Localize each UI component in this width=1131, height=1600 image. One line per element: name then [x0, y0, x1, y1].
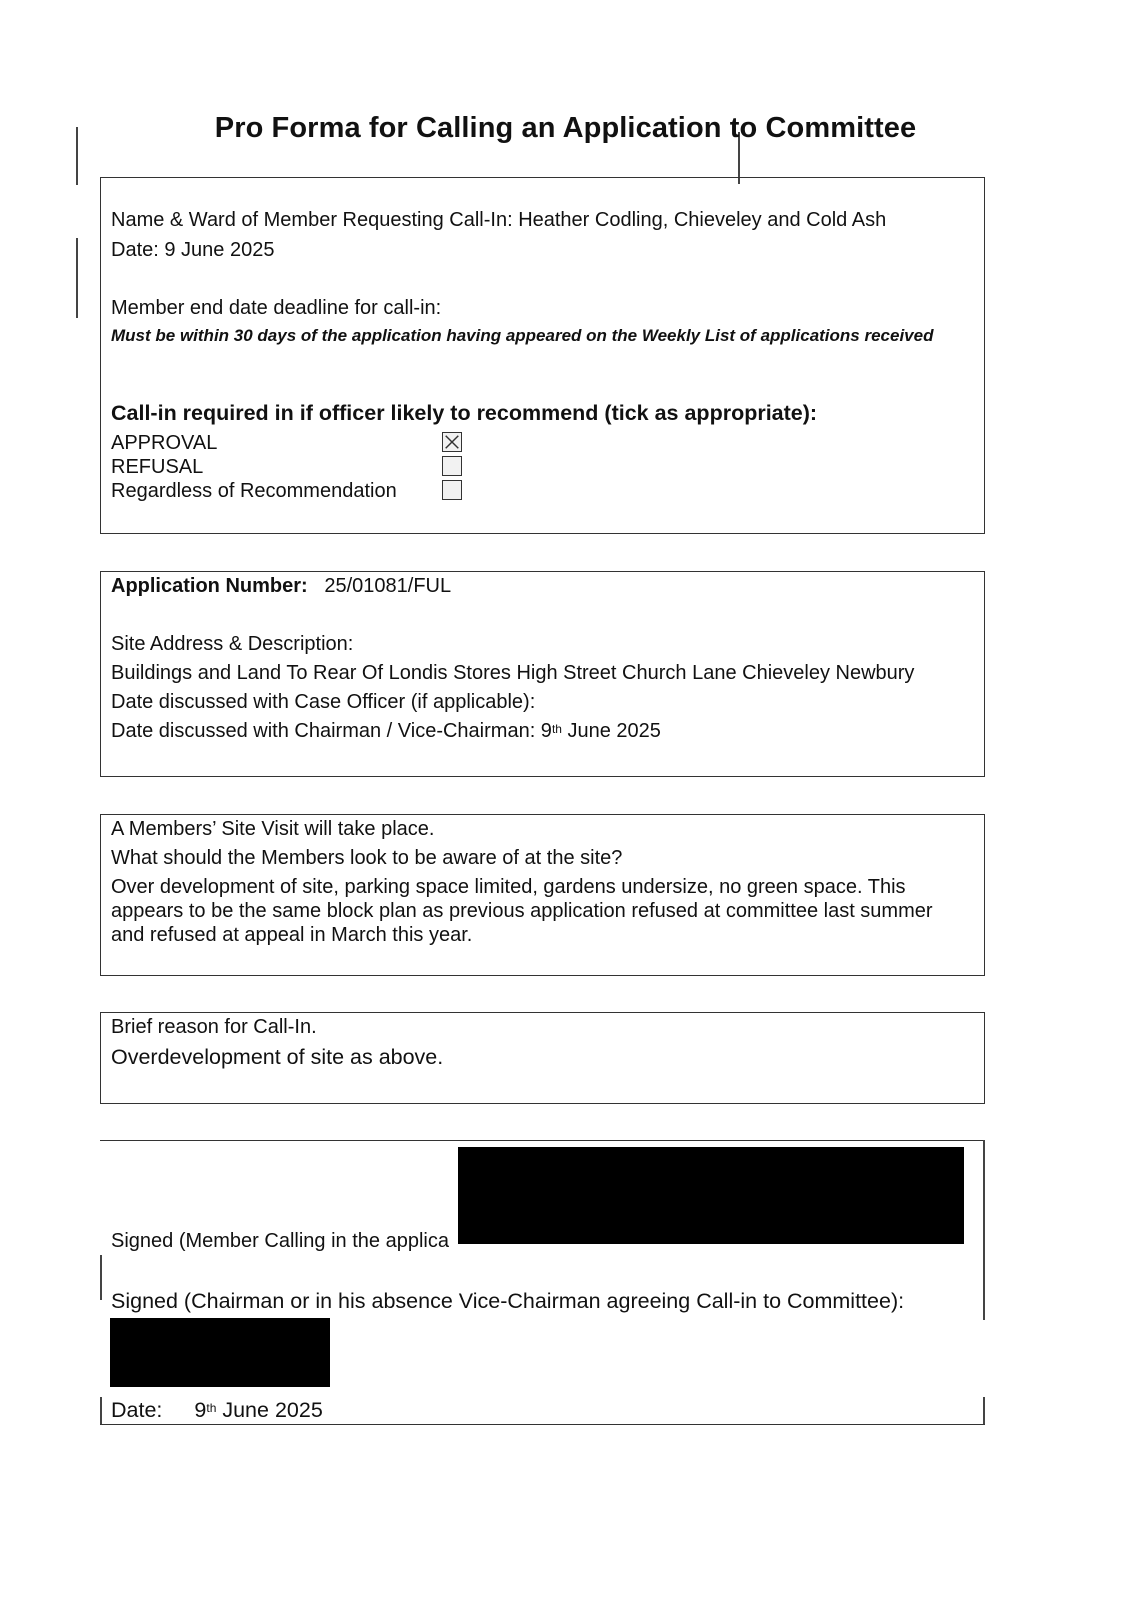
check-cross-icon	[443, 433, 461, 451]
site-address-value: Buildings and Land To Rear Of Londis Stores High Street Church Lane Chieveley Newbury	[111, 662, 915, 684]
reason-label: Brief reason for Call-In.	[111, 1016, 317, 1038]
site-visit-question: What should the Members look to be aware of at the site?	[111, 847, 623, 869]
refusal-checkbox[interactable]	[442, 456, 462, 476]
signature-left-rule	[100, 1255, 102, 1300]
application-number-row	[111, 574, 451, 598]
signature-right-rule	[983, 1140, 985, 1320]
deadline-label: Member end date deadline for call-in:	[111, 297, 442, 319]
redacted-chairman-signature	[110, 1318, 330, 1387]
signature-bottom-rule	[100, 1424, 985, 1425]
chairman-discussed-line	[111, 719, 661, 743]
regardless-checkbox[interactable]	[442, 480, 462, 500]
option-approval-label: APPROVAL	[111, 432, 218, 454]
callin-heading: Call-in required in if officer likely to recommend (tick as appropriate):	[111, 401, 818, 425]
reason-text: Overdevelopment of site as above.	[111, 1045, 444, 1069]
site-visit-answer: Over development of site, parking space limited, gardens undersize, no green space. This appears to be the same block plan as previous application refused at committee last summer and refused at appeal in March this year.	[111, 876, 933, 946]
redacted-member-signature	[458, 1147, 964, 1244]
signature-left-rule	[100, 1397, 102, 1425]
chairman-discussed-text: Date discussed with Chairman / Vice-Chairman: 9	[111, 720, 552, 742]
signature-date-rest: June 2025	[216, 1398, 323, 1422]
site-visit-statement: A Members’ Site Visit will take place.	[111, 818, 435, 840]
approval-checkbox[interactable]	[442, 432, 462, 452]
option-refusal-label: REFUSAL	[111, 456, 204, 478]
chairman-discussed-month: June 2025	[561, 720, 661, 742]
margin-mark	[76, 238, 78, 318]
member-ward-line: Name & Ward of Member Requesting Call-In: Heather Codling, Chieveley and Cold Ash	[111, 209, 887, 231]
case-officer-line: Date discussed with Case Officer (if applicable):	[111, 691, 536, 713]
signature-date-row	[111, 1398, 323, 1422]
signature-right-rule	[983, 1397, 985, 1425]
application-number-value: 25/01081/FUL	[324, 575, 452, 597]
deadline-note: Must be within 30 days of the application having appeared on the Weekly List of applications received	[111, 326, 934, 345]
ordinal-suffix: th	[551, 722, 562, 736]
request-date: Date: 9 June 2025	[111, 239, 275, 261]
option-regardless-label: Regardless of Recommendation	[111, 480, 397, 502]
signature-date-label: Date:	[111, 1398, 163, 1422]
signed-member-label: Signed (Member Calling in the applica	[111, 1230, 449, 1252]
signature-date-suffix: th	[206, 1401, 217, 1415]
signature-top-rule	[100, 1140, 985, 1141]
application-number-label: Application Number:	[111, 575, 308, 597]
page-title: Pro Forma for Calling an Application to Committee	[214, 112, 917, 144]
site-address-label: Site Address & Description:	[111, 633, 354, 655]
signed-chairman-label: Signed (Chairman or in his absence Vice-Chairman agreeing Call-in to Committee):	[111, 1289, 905, 1313]
signature-date-day: 9	[194, 1398, 207, 1422]
